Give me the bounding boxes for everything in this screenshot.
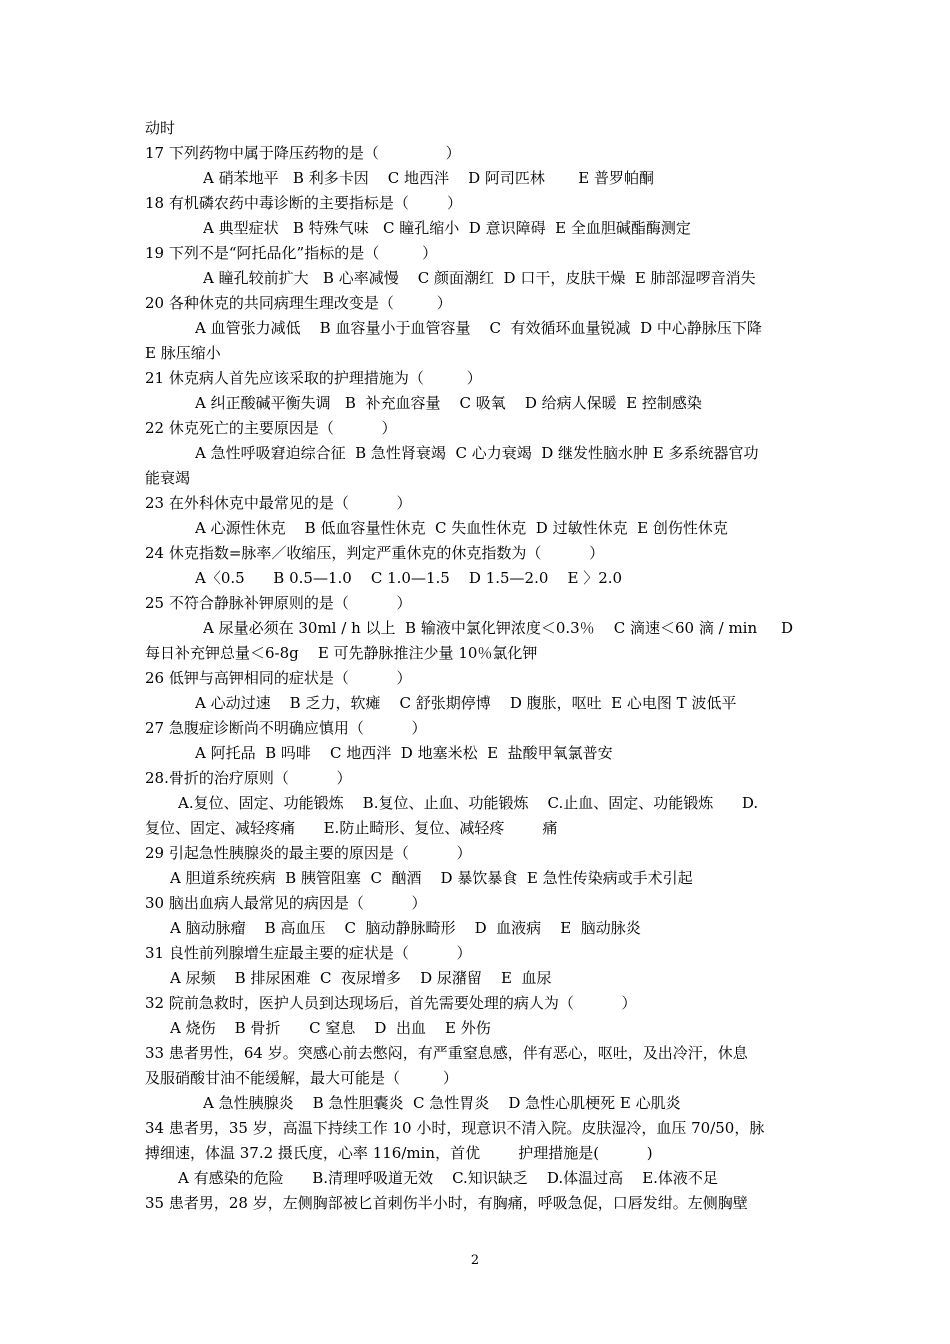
question-24: 24 休克指数=脉率／收缩压，判定严重休克的休克指数为（ ） — [145, 544, 605, 562]
options-22: A 急性呼吸窘迫综合征 B 急性肾衰竭 C 心力衰竭 D 继发性脑水肿 E 多系统器官功 — [195, 444, 759, 462]
question-25: 25 不符合静脉补钾原则的是（ ） — [145, 594, 412, 612]
question-23: 23 在外科休克中最常见的是（ ） — [145, 494, 412, 512]
options-19: A 瞳孔较前扩大 B 心率减慢 C 颜面潮红 D 口干，皮肤干燥 E 肺部湿啰音消失 — [203, 269, 756, 287]
question-26: 26 低钾与高钾相同的症状是（ ） — [145, 669, 412, 687]
options-23: A 心源性休克 B 低血容量性休克 C 失血性休克 D 过敏性休克 E 创伤性休克 — [195, 519, 728, 537]
options-21: A 纠正酸碱平衡失调 B 补充血容量 C 吸氧 D 给病人保暖 E 控制感染 — [195, 394, 702, 412]
question-33: 33 患者男性，64 岁。突感心前去憋闷，有严重窒息感，伴有恶心，呕吐，及出冷汗，休息 — [145, 1044, 748, 1062]
options-27: A 阿托品 B 吗啡 C 地西泮 D 地塞米松 E 盐酸甲氧氯普安 — [195, 744, 613, 762]
text-line: 动时 — [145, 119, 176, 137]
options-20: A 血管张力减低 B 血容量小于血管容量 C 有效循环血量锐减 D 中心静脉压下降 — [195, 319, 762, 337]
question-30: 30 脑出血病人最常见的病因是（ ） — [145, 894, 427, 912]
options-32: A 烧伤 B 骨折 C 窒息 D 出血 E 外伤 — [170, 1019, 491, 1037]
options-31: A 尿频 B 排尿困难 C 夜尿增多 D 尿潴留 E 血尿 — [170, 969, 552, 987]
question-33-cont: 及服硝酸甘油不能缓解，最大可能是（ ） — [145, 1069, 458, 1087]
options-29: A 胆道系统疾病 B 胰管阻塞 C 酗酒 D 暴饮暴食 E 急性传染病或手术引起 — [170, 869, 693, 887]
question-35: 35 患者男，28 岁，左侧胸部被匕首刺伤半小时，有胸痛，呼吸急促，口唇发绀。左侧胸壁 — [145, 1194, 748, 1212]
question-27: 27 急腹症诊断尚不明确应慎用（ ） — [145, 719, 427, 737]
options-28-cont: 复位、固定、减轻疼痛 E.防止畸形、复位、减轻疼 痛 — [145, 819, 558, 837]
question-18: 18 有机磷农药中毒诊断的主要指标是（ ） — [145, 194, 463, 212]
options-17: A 硝苯地平 B 利多卡因 C 地西泮 D 阿司匹林 E 普罗帕酮 — [203, 169, 654, 187]
question-19: 19 下列不是“阿托品化”指标的是（ ） — [145, 244, 438, 262]
question-20: 20 各种休克的共同病理生理改变是（ ） — [145, 294, 452, 312]
question-32: 32 院前急救时，医护人员到达现场后，首先需要处理的病人为（ ） — [145, 994, 637, 1012]
question-34: 34 患者男，35 岁，高温下持续工作 10 小时，现意识不清入院。皮肤湿冷，血压 70/50，脉 — [145, 1119, 765, 1137]
options-33: A 急性胰腺炎 B 急性胆囊炎 C 急性胃炎 D 急性心肌梗死 E 心肌炎 — [203, 1094, 681, 1112]
options-28: A.复位、固定、功能锻炼 B.复位、止血、功能锻炼 C.止血、固定、功能锻炼 D. — [178, 794, 759, 812]
question-29: 29 引起急性胰腺炎的最主要的原因是（ ） — [145, 844, 472, 862]
options-25: A 尿量必须在 30ml / h 以上 B 输液中氯化钾浓度＜0.3％ C 滴速＜60 滴 / min D — [203, 619, 793, 637]
options-20-cont: E 脉压缩小 — [145, 344, 221, 362]
question-31: 31 良性前列腺增生症最主要的症状是（ ） — [145, 944, 472, 962]
options-22-cont: 能衰竭 — [145, 469, 191, 487]
page-number: 2 — [470, 1253, 480, 1268]
question-17: 17 下列药物中属于降压药物的是（ ） — [145, 144, 461, 162]
options-34: A 有感染的危险 B.清理呼吸道无效 C.知识缺乏 D.体温过高 E.体液不足 — [178, 1169, 718, 1187]
question-28: 28.骨折的治疗原则（ ） — [145, 769, 352, 787]
options-25-cont: 每日补充钾总量＜6-8g E 可先静脉推注少量 10％氯化钾 — [145, 644, 538, 662]
options-30: A 脑动脉瘤 B 高血压 C 脑动静脉畸形 D 血液病 E 脑动脉炎 — [170, 919, 641, 937]
question-21: 21 休克病人首先应该采取的护理措施为（ ） — [145, 369, 482, 387]
question-22: 22 休克死亡的主要原因是（ ） — [145, 419, 397, 437]
options-24: A〈0.5 B 0.5—1.0 C 1.0—1.5 D 1.5—2.0 E 〉2.0 — [195, 569, 623, 587]
options-18: A 典型症状 B 特殊气味 C 瞳孔缩小 D 意识障碍 E 全血胆碱酯酶测定 — [203, 219, 691, 237]
question-34-cont: 搏细速，体温 37.2 摄氏度，心率 116/min，首优 护理措施是( ) — [145, 1144, 653, 1162]
options-26: A 心动过速 B 乏力，软瘫 C 舒张期停博 D 腹胀，呕吐 E 心电图 T 波低平 — [195, 694, 737, 712]
